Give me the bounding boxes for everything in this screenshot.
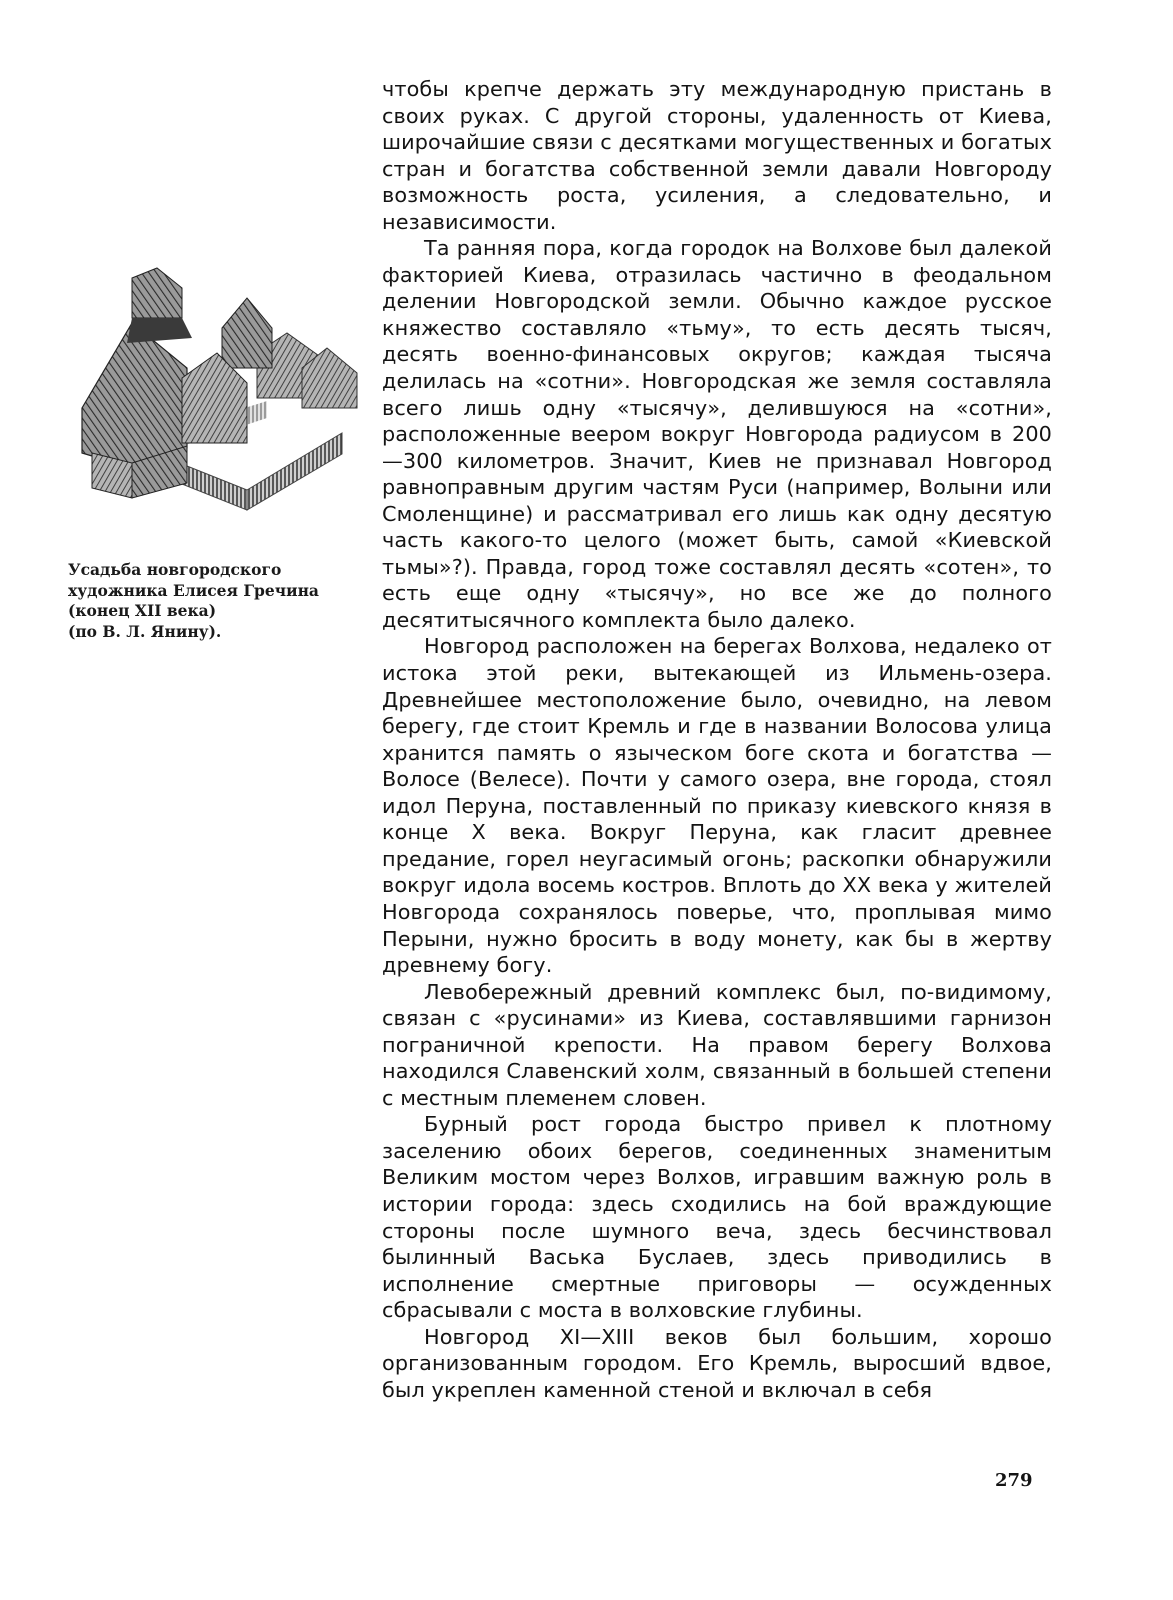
- paragraph: Новгород расположен на берегах Волхова, недалеко от истока этой реки, вытекающей из Ильмень-озера. Древнейшее местоположение было, очевидно, на левом берегу, где стоит Кремль и где в названии Волосова улица хранится память о языческом боге скота и богатства — Волосе (Велесе). Почти у самого озера, вне города, стоял идол Перуна, поставленный по приказу киевского князя в конце X века. Вокруг Перуна, как гласит древнее предание, горел неугасимый огонь; раскопки обнаружили вокруг идола восемь костров. Вплоть до XX века у жителей Новгорода сохранялось поверье, что, проплывая мимо Перыни, нужно бросить в воду монету, как бы в жертву древнему богу.: [382, 634, 1052, 978]
- paragraph: чтобы крепче держать эту международную пристань в своих руках. С другой стороны, удаленность от Киева, широчайшие связи с десятками могущественных и богатых стран и богатства собственной земли давали Новгороду возможность роста, усиления, а следовательно, и независимости.: [382, 77, 1052, 234]
- paragraph: Левобережный древний комплекс был, по-видимому, связан с «русинами» из Киева, составлявшими гарнизон пограничной крепости. На правом берегу Волхова находился Славенский холм, связанный в большей степени с местным племенем словен.: [382, 979, 1052, 1110]
- page-number: 279: [995, 1470, 1033, 1491]
- homestead-illustration: [72, 258, 372, 558]
- main-text-column: [382, 76, 1052, 1403]
- figure-caption: [68, 560, 368, 642]
- paragraph: Новгород XI—XIII веков был большим, хорошо организованным городом. Его Кремль, выросший вдвое, был укреплен каменной стеной и включал в себя: [382, 1324, 1052, 1402]
- paragraph: Бурный рост города быстро привел к плотному заселению обоих берегов, соединенных знаменитым Великим мостом через Волхов, игравшим важную роль в истории города: здесь сходились на бой враждующие стороны после шумного веча, здесь бесчинствовал былинный Васька Буслаев, здесь приводились в исполнение смертные приговоры — осужденных сбрасывали с моста в волховские глубины.: [382, 1112, 1052, 1323]
- paragraph: Та ранняя пора, когда городок на Волхове был далекой факторией Киева, отразилась частично в феодальном делении Новгородской земли. Обычно каждое русское княжество составляло «тьму», то есть десять тысяч, десять военно-финансовых округов; каждая тысяча делилась на «сотни». Новгородская же земля составляла всего лишь одну «тысячу», делившуюся на «сотни», расположенные веером вокруг Новгорода радиусом в 200—300 километров. Значит, Киев не признавал Новгород равноправным другим частям Руси (например, Волыни или Смоленщине) и рассматривал его лишь как одну десятую часть какого-то целого (может быть, самой «Киевской тьмы»?). Правда, город тоже составлял десять «сотен», то есть еще одну «тысячу», но все же до полного десятитысячного комплекта было далеко.: [382, 236, 1052, 632]
- caption-line: Усадьба новгородского: [68, 560, 282, 579]
- caption-line: художника Елисея Гречина: [68, 580, 319, 600]
- caption-line: (конец XII века): [68, 601, 217, 620]
- caption-line: (по В. Л. Янину).: [68, 621, 222, 641]
